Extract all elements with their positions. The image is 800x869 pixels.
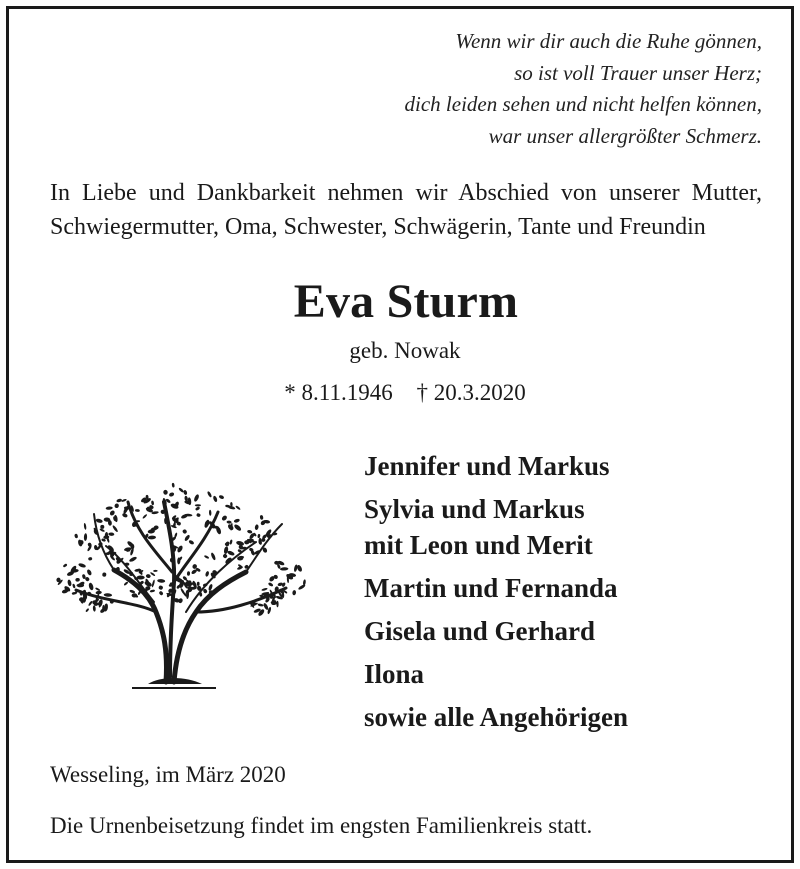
tree-leaf [176, 545, 183, 554]
tree-leaf [229, 539, 233, 544]
mourner-entry: Martin und Fernanda [364, 573, 618, 603]
tree-leaf [78, 563, 86, 569]
tree-leaf [226, 520, 231, 524]
poem-line: so ist voll Trauer unser Herz; [514, 60, 762, 85]
intro-text: In Liebe und Dankbarkeit nehmen wir Abschied von unserer Mutter, Schwiegermutter, Oma, Schwester, Schwägerin, Tante und Freundin [50, 180, 762, 240]
tree-leaf [263, 602, 269, 610]
tree-leaf [108, 532, 114, 536]
maiden-name: geb. Nowak [349, 338, 461, 363]
tree-leaf [112, 525, 119, 533]
tree-leaf [257, 603, 263, 607]
tree-leaf [72, 583, 76, 588]
mourner-entry: sowie alle Angehörigen [364, 702, 628, 732]
birth-date: * 8.11.1946 [284, 380, 393, 405]
tree-leaf [85, 608, 89, 612]
tree-leaf [104, 593, 113, 597]
tree-leaf [135, 509, 140, 512]
tree-leaf [196, 513, 201, 517]
tree-leaf [303, 579, 306, 586]
mourner-entry: mit Leon und Merit [364, 530, 593, 560]
place-and-date: Wesseling, im März 2020 [50, 762, 286, 787]
tree-leaf [102, 572, 107, 577]
tree-leaf [129, 556, 138, 563]
mourner-entry: Ilona [364, 659, 425, 689]
tree-leaf [158, 590, 163, 595]
tree-leaf [218, 494, 224, 499]
tree-leaf [151, 579, 155, 587]
tree-leaf [151, 500, 154, 505]
death-date: † 20.3.2020 [416, 380, 526, 405]
mourner-entry: Gisela und Gerhard [364, 616, 596, 646]
tree-leaf [100, 525, 104, 529]
tree-leaf [93, 605, 96, 611]
tree-leaf [95, 591, 102, 595]
tree-leaf [268, 582, 274, 587]
tree-leaf [183, 490, 188, 496]
tree-leaf [208, 584, 213, 592]
tree-leaf [247, 529, 253, 534]
tree-leaf [123, 581, 128, 586]
tree-leaf [212, 495, 217, 502]
tree-leaf [153, 570, 157, 572]
poem-line: war unser allergrößter Schmerz. [488, 123, 762, 148]
tree-leaf [95, 587, 101, 591]
tree-leaf [205, 571, 210, 577]
tree-leaf [233, 518, 240, 523]
tree-leaf [257, 534, 260, 539]
tree-icon [36, 462, 308, 692]
tree-leaf [137, 576, 145, 580]
poem-line: dich leiden sehen und nicht helfen können, [404, 92, 762, 116]
funeral-note: Die Urnenbeisetzung findet im engsten Familienkreis statt. [50, 813, 593, 838]
tree-leaf [168, 492, 174, 498]
tree-leaf [221, 515, 228, 522]
tree-leaf [227, 550, 235, 556]
tree-leaf [124, 547, 132, 552]
tree-leaf [86, 569, 92, 576]
tree-leaf [129, 589, 135, 594]
tree-leaf [280, 567, 289, 571]
tree-leaf [195, 504, 201, 506]
tree-leaf [74, 533, 78, 538]
tree-leaf [63, 563, 68, 568]
tree-leaf [177, 598, 183, 604]
tree-leaf [116, 498, 122, 503]
tree-leaf [84, 533, 88, 541]
tree-leaf [210, 552, 216, 561]
tree-leaf [150, 589, 156, 592]
tree-leaf [260, 515, 264, 520]
tree-leaf [163, 490, 168, 495]
tree-leaf [193, 494, 200, 503]
tree-leaf [132, 593, 138, 597]
life-dates [0, 378, 800, 408]
tree-leaf [197, 582, 200, 586]
tree-leaf [158, 585, 164, 591]
poem [405, 26, 762, 152]
tree-leaf [88, 582, 94, 590]
tree-leaf [292, 590, 296, 596]
tree-leaf [106, 506, 113, 510]
tree-leaf [261, 587, 268, 591]
tree-leaf [233, 523, 242, 532]
tree-leaf [148, 535, 156, 539]
tree-leaf [121, 498, 127, 502]
tree-leaf [142, 514, 148, 519]
tree-leaf [195, 506, 200, 511]
tree-leaf [235, 505, 241, 510]
mourners-list [364, 448, 628, 735]
tree-leaf [88, 600, 93, 606]
tree-leaf [114, 503, 120, 509]
tree-leaf [146, 574, 151, 579]
tree-leaf [222, 553, 228, 559]
tree-leaf [204, 555, 210, 559]
tree-leaf [188, 539, 195, 545]
tree-leaf [178, 487, 184, 493]
tree-leaf [187, 571, 190, 576]
tree-leaf [207, 491, 213, 498]
tree-leaf [95, 518, 103, 523]
deceased-name: Eva Sturm [293, 275, 519, 328]
mourner-entry: Jennifer und Markus [364, 451, 610, 481]
tree-leaf [67, 579, 72, 586]
poem-line: Wenn wir dir auch die Ruhe gönnen, [455, 29, 762, 53]
tree-leaf [172, 483, 175, 488]
tree-leaf [157, 579, 165, 583]
tree-leaf [88, 557, 93, 561]
tree-leaf [209, 510, 212, 516]
tree-leaf [83, 523, 86, 530]
tree-leaf [276, 601, 278, 608]
tree-leaf [254, 524, 259, 530]
tree-leaf [180, 588, 186, 596]
tree-leaf [75, 578, 80, 582]
tree-leaf [182, 529, 188, 535]
mourner-entry: Sylvia und Markus [364, 494, 585, 524]
tree-leaf [150, 572, 156, 577]
